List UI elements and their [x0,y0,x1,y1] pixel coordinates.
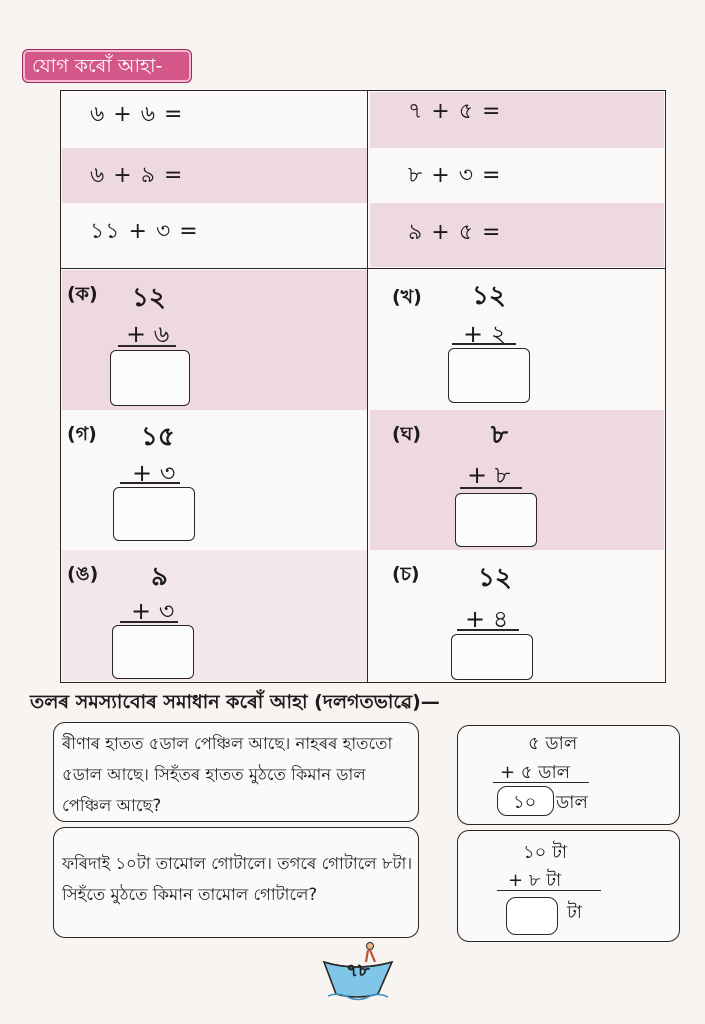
section-title: যোগ কৰোঁ আহা- [32,55,163,77]
sum-line [120,621,178,623]
answer-box[interactable] [448,348,530,403]
addend: + ৩ [132,459,176,487]
page-number [338,956,378,982]
sum-line [497,890,601,891]
answer-box[interactable] [451,634,533,680]
sum-line [457,629,519,631]
solution-line: ১০ টা [523,842,568,863]
word-problem-text: ৰীণাৰ হাতত ৫ডাল পেঞ্চিল আছে। নাহৰৰ হাততো ৫ডাল আছে। সিহঁতৰ হাতত মুঠতে কিমান ডাল পেঞ্চিল আছে? [62,734,393,815]
top-number: ৯ [151,562,168,592]
word-problem-text: ফৰিদাই ১০টা তামোল গোটালে। তগৰে গোটালে ৮টা। সিহঁতে মুঠতে কিমান তামোল গোটালে? [62,854,413,904]
sum-line [493,782,589,783]
problem-label: (খ) [392,286,422,308]
solution-line: + ৫ ডাল [500,762,571,783]
answer-box[interactable] [455,493,537,547]
addend: + ৩ [131,597,175,625]
problem-label: (ঙ) [67,563,99,585]
sum-row: ১১ + ৩ = [90,219,199,244]
problem-label: (ঘ) [392,423,422,445]
sum-row: ৭ + ৫ = [408,99,502,124]
sum-line [118,345,176,347]
problem-label: (গ) [67,423,97,445]
addend: + ৬ [126,320,170,348]
addend: + ৪ [465,605,509,633]
sum-line [120,482,180,484]
top-number: ১২ [132,283,166,313]
top-number: ৮ [491,420,508,450]
band [62,550,367,681]
answer-box[interactable] [112,625,194,679]
grid-divider [367,90,368,683]
top-number: ১৫ [141,422,175,452]
sum-row: ৬ + ৬ = [90,102,184,127]
solution-unit: টা [567,902,583,923]
answer-box[interactable] [110,350,190,406]
addend: + ৮ [467,461,511,489]
solution-unit: ডাল [556,792,588,813]
sum-line [460,487,522,489]
sum-row: ৬ + ৯ = [90,163,184,188]
word-problem-box [53,722,419,822]
solution-line: + ৮ টা [508,870,562,891]
grid-divider [60,268,666,269]
solution-line: ৫ ডাল [528,733,578,754]
solution-answer: ১০ [513,792,537,813]
top-number: ১২ [478,563,512,593]
word-problem-box [53,827,419,938]
answer-box[interactable] [113,487,195,541]
problem-label: (চ) [392,563,420,585]
sum-line [452,343,516,345]
instruction-heading: তলৰ সমস্যাবোৰ সমাধান কৰোঁ আহা (দলগতভাৱে)— [30,691,440,713]
section-title-tag [22,49,192,83]
problem-label: (ক) [67,283,98,305]
sum-row: ৮ + ৩ = [408,163,502,188]
solution-answer-box[interactable] [506,897,558,935]
sum-row: ৯ + ৫ = [408,220,502,245]
top-number: ১২ [472,281,506,311]
band [62,270,367,410]
page-number-text: ৭৮ [346,960,370,981]
addend: + ২ [463,320,507,348]
